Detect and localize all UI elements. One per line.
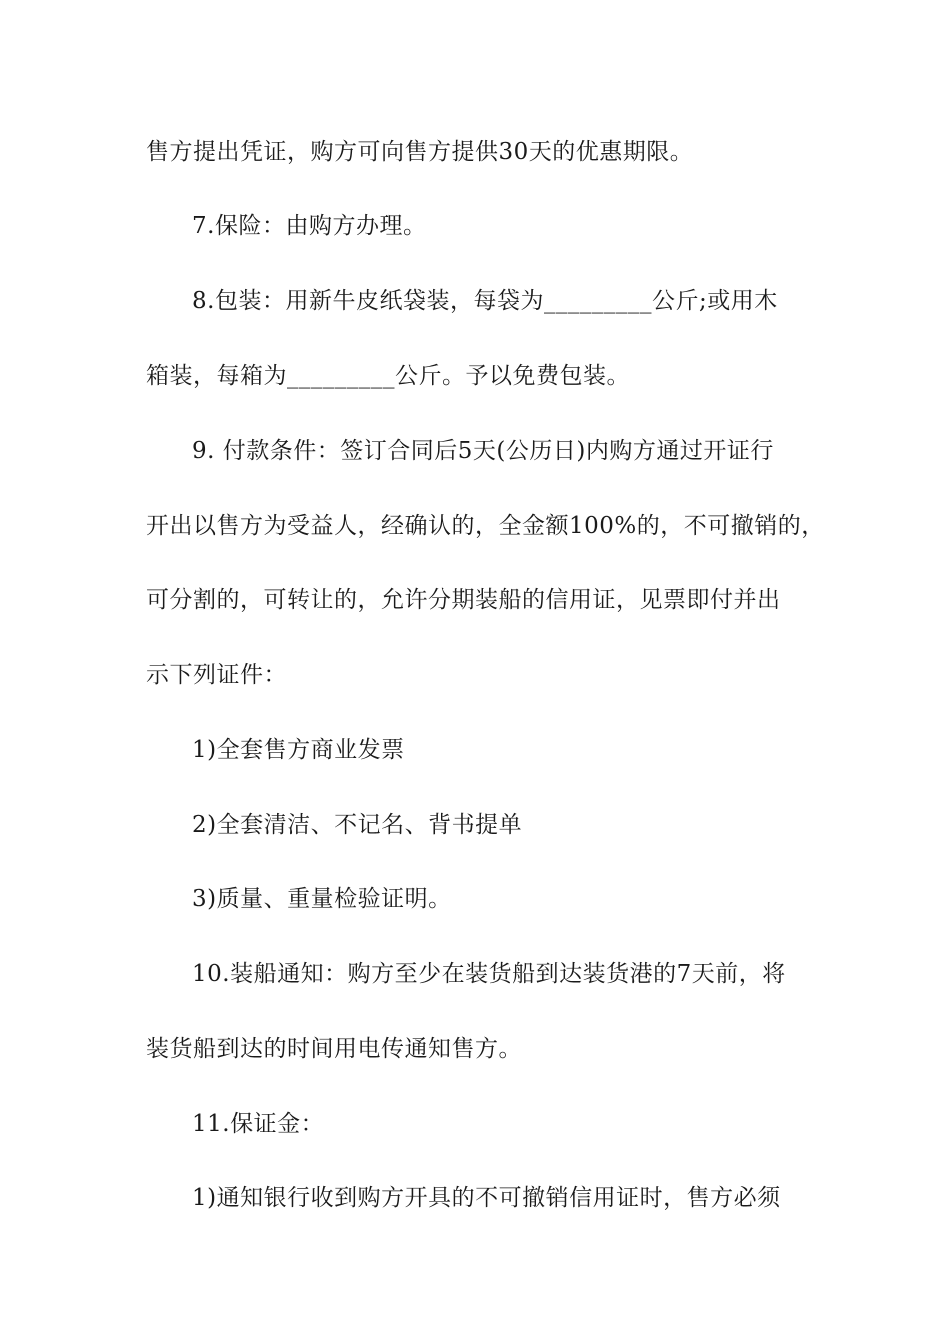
- text-line-13: 装货船到达的时间用电传通知售方。: [146, 1036, 522, 1062]
- text-line-11: 3)质量、重量检验证明。: [192, 886, 452, 912]
- text-line-5: 9. 付款条件：签订合同后5天(公历日)内购方通过开证行: [192, 438, 774, 464]
- text-line-9: 1)全套售方商业发票: [192, 737, 405, 763]
- text-line-1: 售方提出凭证，购方可向售方提供30天的优惠期限。: [146, 139, 694, 165]
- text-line-14: 11.保证金：: [192, 1111, 325, 1137]
- text-line-7: 可分割的，可转让的，允许分期装船的信用证，见票即付并出: [146, 587, 781, 613]
- text-line-2: 7.保险：由购方办理。: [192, 213, 427, 239]
- text-line-8: 示下列证件：: [146, 662, 287, 688]
- text-line-4: 箱装，每箱为_________公斤。予以免费包装。: [146, 363, 630, 389]
- text-line-15: 1)通知银行收到购方开具的不可撤销信用证时，售方必须: [192, 1185, 781, 1211]
- text-line-3: 8.包装：用新牛皮纸袋装，每袋为_________公斤;或用木: [192, 288, 778, 314]
- text-line-6: 开出以售方为受益人，经确认的，全金额100%的，不可撤销的，: [146, 513, 825, 539]
- text-line-10: 2)全套清洁、不记名、背书提单: [192, 812, 523, 838]
- text-line-12: 10.装船通知：购方至少在装货船到达装货港的7天前，将: [192, 961, 786, 987]
